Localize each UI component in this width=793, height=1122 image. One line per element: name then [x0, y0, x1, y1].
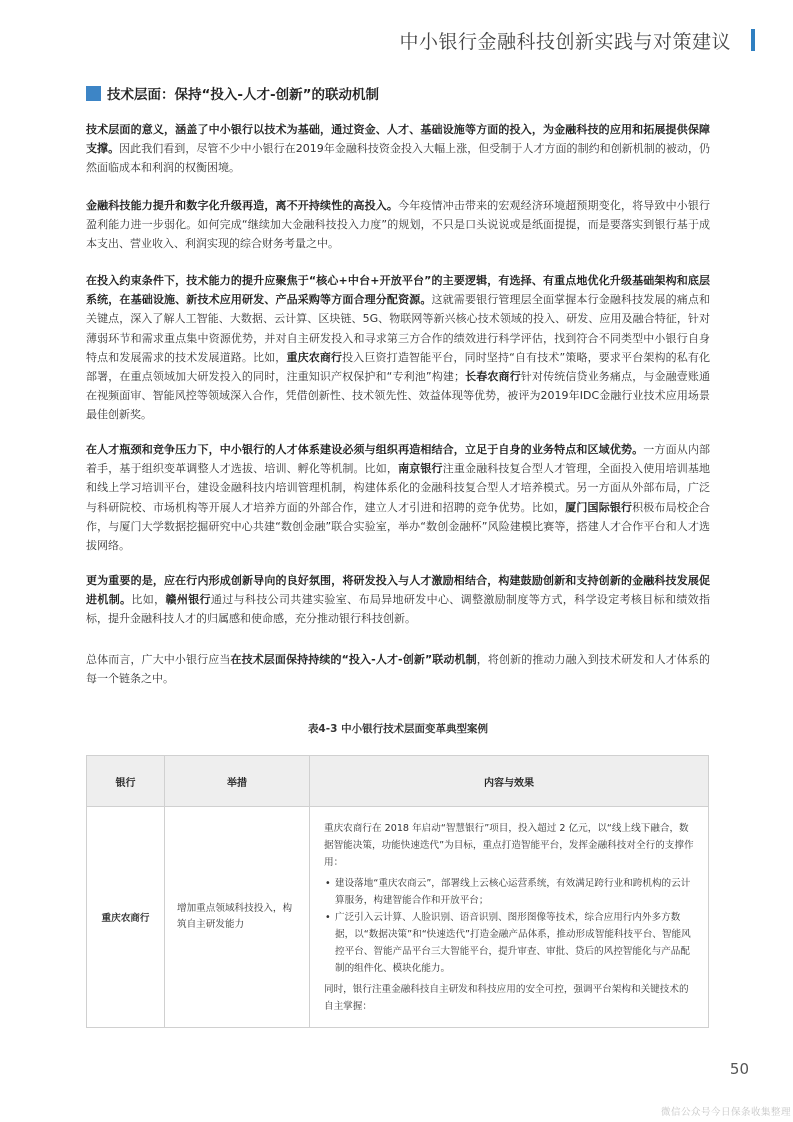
paragraph-bold-text: 技术层面的意义，涵盖了中小银行以技术为基础，通过资金、人才、基础设施等方面的投入，为金融科技的应用和拓展提供保障支撑。	[86, 123, 710, 156]
content-intro: 重庆农商行在 2018 年启动“智慧银行”项目，投入超过 2 亿元，以“线上线下融合，数据智能决策，功能快速迭代”为目标，重点打造智能平台，发挥金融科技对全行的支撑作用：	[324, 822, 694, 868]
paragraph-text: 这就需要银行管理层全面掌握本行金融科技发展的痛点和关键点，深入了解人工智能、大数据、云计算、区块链、5G、物联网等新兴核心技术领域的投入、研发、应用及融合特征，针对薄弱环节和需求重点集中资源优势，并对自主研发投入和寻求第三方合作的绩效进行科学评估，找到符合不同类型中小银行自身特点和发展需求的技术发展道路。比如，	[86, 293, 711, 364]
paragraph-text: ，将创新的推动力融入到技术研发和人才体系的每一个链条之中。	[86, 653, 711, 686]
cell-content	[310, 807, 709, 1028]
content-bullet: • 广泛引入云计算、人脸识别、语音识别、图形图像等技术，综合应用行内外多方数据，以“数据决策”和“快速迭代”打造金融产品体系，推动形成智能科技平台、智能风控平台、智能产品平台三大智能平台，提升审查、审批、贷后的风控智能化与产品配制的组件化、模块化能力。	[324, 909, 694, 977]
paragraph-tech-meaning	[86, 120, 710, 178]
footer-watermark: 微信公众号今日保条收集整理	[660, 1107, 791, 1118]
paragraph-text: 通过与科技公司共建实验室、布局异地研发中心、调整激励制度等方式，科学设定考核目标和绩效指标，提升金融科技人才的归属感和使命感，充分推动银行科技创新。	[86, 593, 711, 626]
paragraph-bold-text: 厦门国际银行	[565, 500, 633, 514]
paragraph-text: 因此我们看到，尽管不少中小银行在2019年金融科技资金投入大幅上涨，但受制于人才方面的制约和创新机制的被动，仍然面临成本和利润的权衡困境。	[86, 142, 711, 175]
paragraph-investment	[86, 196, 710, 254]
table-header-row	[87, 756, 709, 807]
paragraph-bold-text: 重庆农商行	[286, 350, 343, 364]
paragraph-text: 总体而言，广大中小银行应当	[86, 653, 231, 666]
header-title: 中小银行金融科技创新实践与对策建议	[399, 31, 731, 53]
header-measure: 举措	[165, 756, 310, 807]
paragraph-talent	[86, 440, 710, 555]
paragraph-text: 比如，	[131, 593, 166, 607]
paragraph-bold-text: 南京银行	[398, 462, 443, 476]
content-bullet-list	[324, 875, 694, 977]
paragraph-bold-text: 在投入约束条件下，技术能力的提升应聚焦于“核心+中台+开放平台”的主要逻辑，有选择、有重点地优化升级基础架构和底层系统，在基础设施、新技术应用研发、产品采购等方面合理分配资源。	[86, 274, 710, 307]
section-heading-text: 技术层面：保持“投入-人才-创新”的联动机制	[107, 87, 379, 103]
section-heading	[86, 83, 379, 103]
table-row	[87, 807, 709, 1028]
paragraph-text: 积极布局校企合作，与厦门大学数据挖掘研究中心共建“数创金融”联合实验室，举办“数创金融杯”风险建模比赛等，搭建人才合作平台和人才选拔网络。	[86, 500, 711, 553]
paragraph-text: 针对传统信贷业务痛点，与金融壹账通在视频面审、智能风控等领域深入合作，凭借创新性、技术领先性、效益体现等优势，被评为2019年IDC金融行业技术应用场景最佳创新奖。	[86, 370, 711, 422]
paragraph-bold-text: 赣州银行	[165, 593, 211, 607]
content-bullet: • 建设落地“重庆农商云”，部署线上云核心运营系统，有效满足跨行业和跨机构的云计算服务，构建智能合作和开放平台；	[324, 875, 694, 909]
header-content: 内容与效果	[310, 756, 709, 807]
paragraph-bold-text: 在人才瓶颈和竞争压力下，中小银行的人才体系建设必须与组织再造相结合，立足于自身的业务特点和区域优势。	[86, 443, 644, 456]
paragraph-text: 今年疫情冲击带来的宏观经济环境超预期变化，将导致中小银行盈利能力进一步弱化。如何完成“继续加大金融科技投入力度”的规划，不只是口头说说或是纸面提提，而是要落实到银行基于成本支出、营业收入、利润实现的综合财务考量之中。	[86, 199, 711, 251]
header-bank: 银行	[87, 756, 165, 807]
content-outro: 同时，银行注重金融科技自主研发和科技应用的安全可控，强调平台架构和关键技术的自主掌握：	[324, 983, 689, 1012]
paragraph-resource-allocation	[86, 271, 710, 425]
table-caption: 表4-3 中小银行技术层面变革典型案例	[307, 723, 489, 735]
section-marker-icon	[86, 86, 101, 101]
paragraph-bold-text: 长春农商行	[465, 370, 521, 384]
cell-measure: 增加重点领域科技投入，构筑自主研发能力	[165, 807, 310, 1028]
paragraph-bold-text: 在技术层面保持持续的“投入-人才-创新”联动机制	[230, 653, 477, 666]
paragraph-bold-text: 更为重要的是，应在行内形成创新导向的良好氛围，将研发投入与人才激励相结合，构建鼓励创新和支持创新的金融科技发展促进机制。	[86, 574, 710, 607]
paragraph-text: 一方面从内部着手，基于组织变革调整人才选拔、培训、孵化等机制。比如，	[86, 443, 711, 476]
paragraph-text: 投入巨资打造智能平台，同时坚持“自有技术”策略，要求平台架构的私有化部署，在重点领域加大研发投入的同时，注重知识产权保护和“专利池”构建；	[86, 350, 711, 384]
paragraph-bold-text: 金融科技能力提升和数字化升级再造，离不开持续性的高投入。	[86, 199, 399, 212]
page-number: 50	[729, 1060, 749, 1078]
header-accent-bar	[751, 29, 755, 51]
case-table	[86, 755, 709, 1028]
paragraph-innovation-culture	[86, 571, 710, 629]
cell-bank: 重庆农商行	[87, 807, 165, 1028]
paragraph-text: 注重金融科技复合型人才管理，全面投入使用培训基地和线上学习培训平台，建设金融科技内培训管理机制，构建体系化的金融科技复合型人才培养模式。另一方面从外部布局，广泛与科研院校、市场机构等开展人才培养方面的外部合作，建立人才引进和招聘的竞争优势。比如，	[86, 462, 711, 514]
paragraph-summary	[86, 650, 710, 688]
